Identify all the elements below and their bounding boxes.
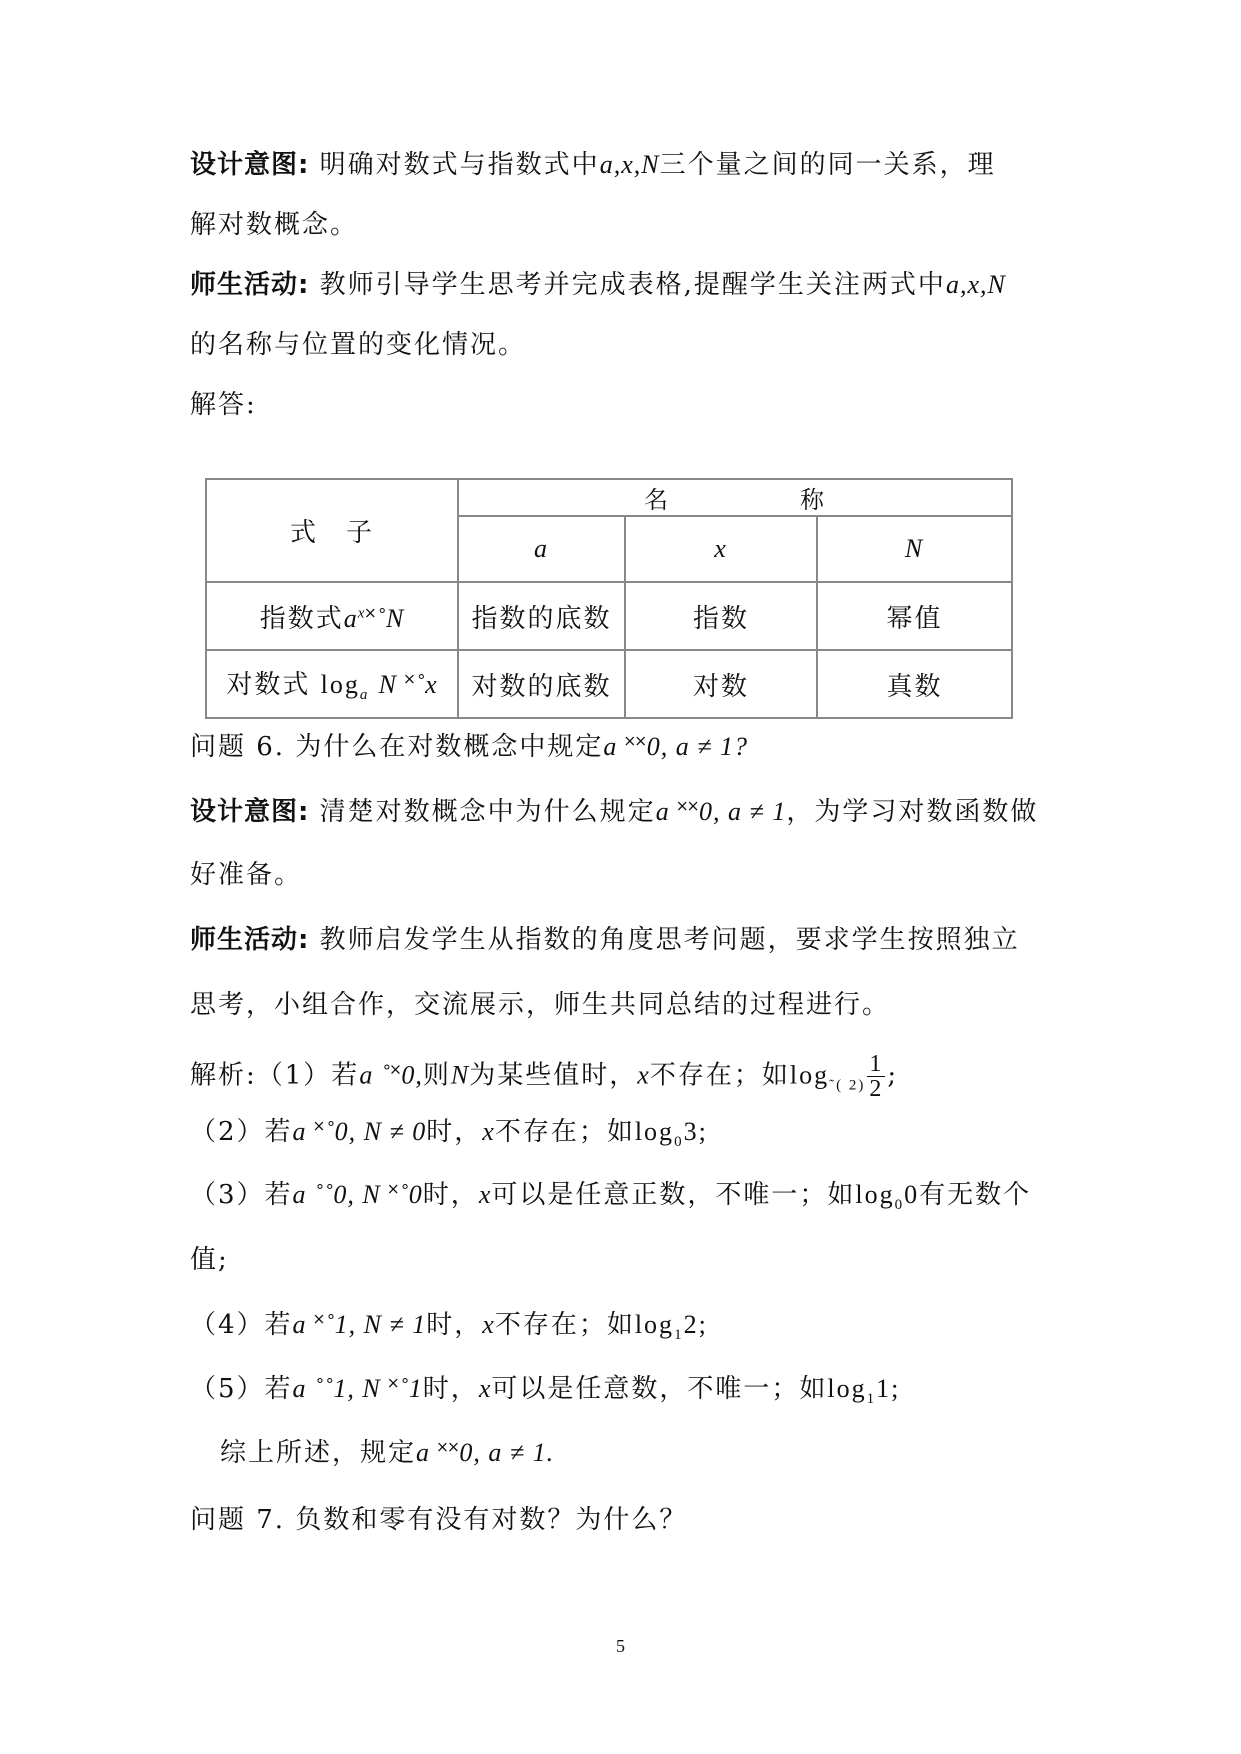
log-symbol: log [855, 1180, 895, 1209]
teacher-activity-2-line2: 思考，小组合作，交流展示，师生共同总结的过程进行。 [190, 990, 891, 1020]
sub-header-a: a [458, 516, 625, 582]
design-intent-text: 明确对数式与指数式中 [319, 150, 600, 180]
log-argument: 3; [683, 1117, 708, 1146]
case-text: 时， [426, 1310, 483, 1340]
teacher-activity-1 [190, 268, 1006, 302]
page-number: 5 [616, 1636, 625, 1656]
log-symbol: log [634, 1117, 675, 1146]
case-text: 则 [422, 1060, 451, 1091]
col-header-form: 式 子 [206, 479, 458, 582]
vars-axn: a,x,N [945, 270, 1006, 299]
log-argument: 0 [904, 1180, 920, 1209]
log-base: ˜( 2) [829, 1077, 866, 1094]
summary-math: a ˟˟0, a ≠ 1. [416, 1438, 555, 1467]
design-intent-2-line2: 好准备。 [190, 860, 303, 890]
case-var: x [637, 1060, 650, 1090]
case-prefix: （4）若 [190, 1310, 293, 1340]
question-6-math: a ˟˟0, a ≠ 1? [603, 732, 748, 761]
question-7: 问题 7. 负数和零有没有对数？为什么？ [190, 1505, 688, 1535]
table-cell: 指数的底数 [458, 582, 625, 650]
design-intent-label: 设计意图: [190, 150, 310, 180]
case-var: x [482, 1117, 495, 1146]
log-argument: 1; [876, 1374, 901, 1403]
case-condition: a ˚˚1, N ˟˚1 [292, 1374, 423, 1403]
form-log-base: a [359, 687, 369, 704]
teacher-activity-2 [190, 923, 1020, 957]
analysis-case-5 [190, 1372, 900, 1416]
form-label: 对数式 [226, 669, 311, 700]
log-base: 1 [866, 1391, 877, 1408]
design-intent-1 [190, 148, 996, 182]
col-header-names: 名 称 [458, 479, 1012, 516]
fraction-one-half [867, 1052, 885, 1101]
form-cell-exp [206, 582, 458, 650]
case-text: 不存在；如 [494, 1117, 635, 1147]
table-cell: 幂值 [817, 582, 1012, 650]
design-intent-rest: ，为学习对数函数做 [786, 797, 1039, 827]
log-base: 0 [674, 1134, 684, 1151]
analysis-summary [220, 1436, 554, 1470]
sub-header-x: x [625, 516, 817, 582]
design-intent-math: a ˟˟0, a ≠ 1 [655, 797, 787, 826]
case-condition: a ˟˚1, N ≠ 1 [292, 1310, 427, 1339]
table-cell: 真数 [817, 650, 1012, 718]
teacher-activity-1-line2: 的名称与位置的变化情况。 [190, 330, 527, 360]
form-tail: ˟˚N [365, 603, 405, 633]
case-prefix: （5）若 [190, 1374, 293, 1404]
design-intent-1-line2: 解对数概念。 [190, 210, 359, 240]
log-argument: 2; [683, 1310, 708, 1339]
design-intent-text: 清楚对数概念中为什么规定 [319, 797, 656, 827]
vars-axn: a,x,N [599, 150, 660, 179]
case-text: 不存在；如 [494, 1310, 635, 1340]
fraction-denominator: 2 [869, 1076, 884, 1102]
answer-label: 解答: [190, 390, 257, 420]
case-condition: a ˟˚0, N ≠ 0 [292, 1117, 427, 1146]
case-prefix: （3）若 [190, 1180, 293, 1210]
log-symbol: log [789, 1060, 830, 1090]
analysis-case-3 [190, 1178, 1031, 1222]
log-symbol: log [827, 1374, 867, 1403]
table-header-row [206, 479, 1012, 516]
fraction-numerator: 1 [869, 1051, 884, 1077]
case-prefix: 解析:（1）若 [190, 1060, 360, 1091]
case-text: 时， [426, 1117, 483, 1147]
log-base: 0 [894, 1197, 905, 1214]
case-condition: a ˚˟0, [359, 1060, 423, 1090]
form-exponent: x [357, 604, 366, 621]
question-6-text: 问题 6. 为什么在对数概念中规定 [190, 732, 604, 762]
case-var: N [450, 1060, 470, 1090]
name-table [205, 478, 1013, 719]
case-text: 可以是任意数，不唯一；如 [491, 1374, 828, 1404]
case-condition: a ˚˚0, N ˟˚0 [292, 1180, 423, 1209]
table-cell: 指数 [625, 582, 817, 650]
teacher-activity-label: 师生活动: [190, 270, 310, 300]
analysis-case-2 [190, 1115, 708, 1159]
table-row [206, 650, 1012, 718]
teacher-activity-text: 教师启发学生从指数的角度思考问题，要求学生按照独立 [319, 925, 1020, 955]
sub-header-n: N [817, 516, 1012, 582]
analysis-case-1 [190, 1052, 898, 1103]
table-cell: 对数 [625, 650, 817, 718]
log-base: 1 [674, 1327, 684, 1344]
case-text: 有无数个 [919, 1180, 1032, 1210]
form-tail: N ˟˚x [378, 669, 438, 699]
case-var: x [482, 1310, 495, 1339]
design-intent-rest: 三个量之间的同一关系，理 [659, 150, 996, 180]
form-base: a [343, 603, 358, 633]
case-text: 不存在；如 [649, 1060, 790, 1091]
case-end: ; [887, 1060, 899, 1091]
design-intent-label: 设计意图: [190, 797, 310, 827]
summary-text: 综上所述，规定 [220, 1438, 417, 1468]
case-var: x [478, 1374, 492, 1403]
table-row [206, 582, 1012, 650]
question-6 [190, 730, 748, 764]
analysis-case-4 [190, 1308, 708, 1352]
case-prefix: （2）若 [190, 1117, 293, 1147]
case-var: x [478, 1180, 492, 1209]
teacher-activity-text: 教师引导学生思考并完成表格,提醒学生关注两式中 [319, 270, 946, 300]
teacher-activity-label: 师生活动: [190, 925, 310, 955]
case-text: 时， [422, 1374, 479, 1404]
analysis-case-3-line2: 值; [190, 1245, 229, 1275]
case-text: 为某些值时， [469, 1060, 638, 1091]
form-cell-log [206, 650, 458, 718]
form-log: log [320, 669, 360, 699]
log-symbol: log [634, 1310, 675, 1339]
case-text: 时， [422, 1180, 479, 1210]
form-label: 指数式 [259, 603, 344, 634]
case-text: 可以是任意正数，不唯一；如 [491, 1180, 856, 1210]
table-cell: 对数的底数 [458, 650, 625, 718]
design-intent-2 [190, 795, 1038, 829]
